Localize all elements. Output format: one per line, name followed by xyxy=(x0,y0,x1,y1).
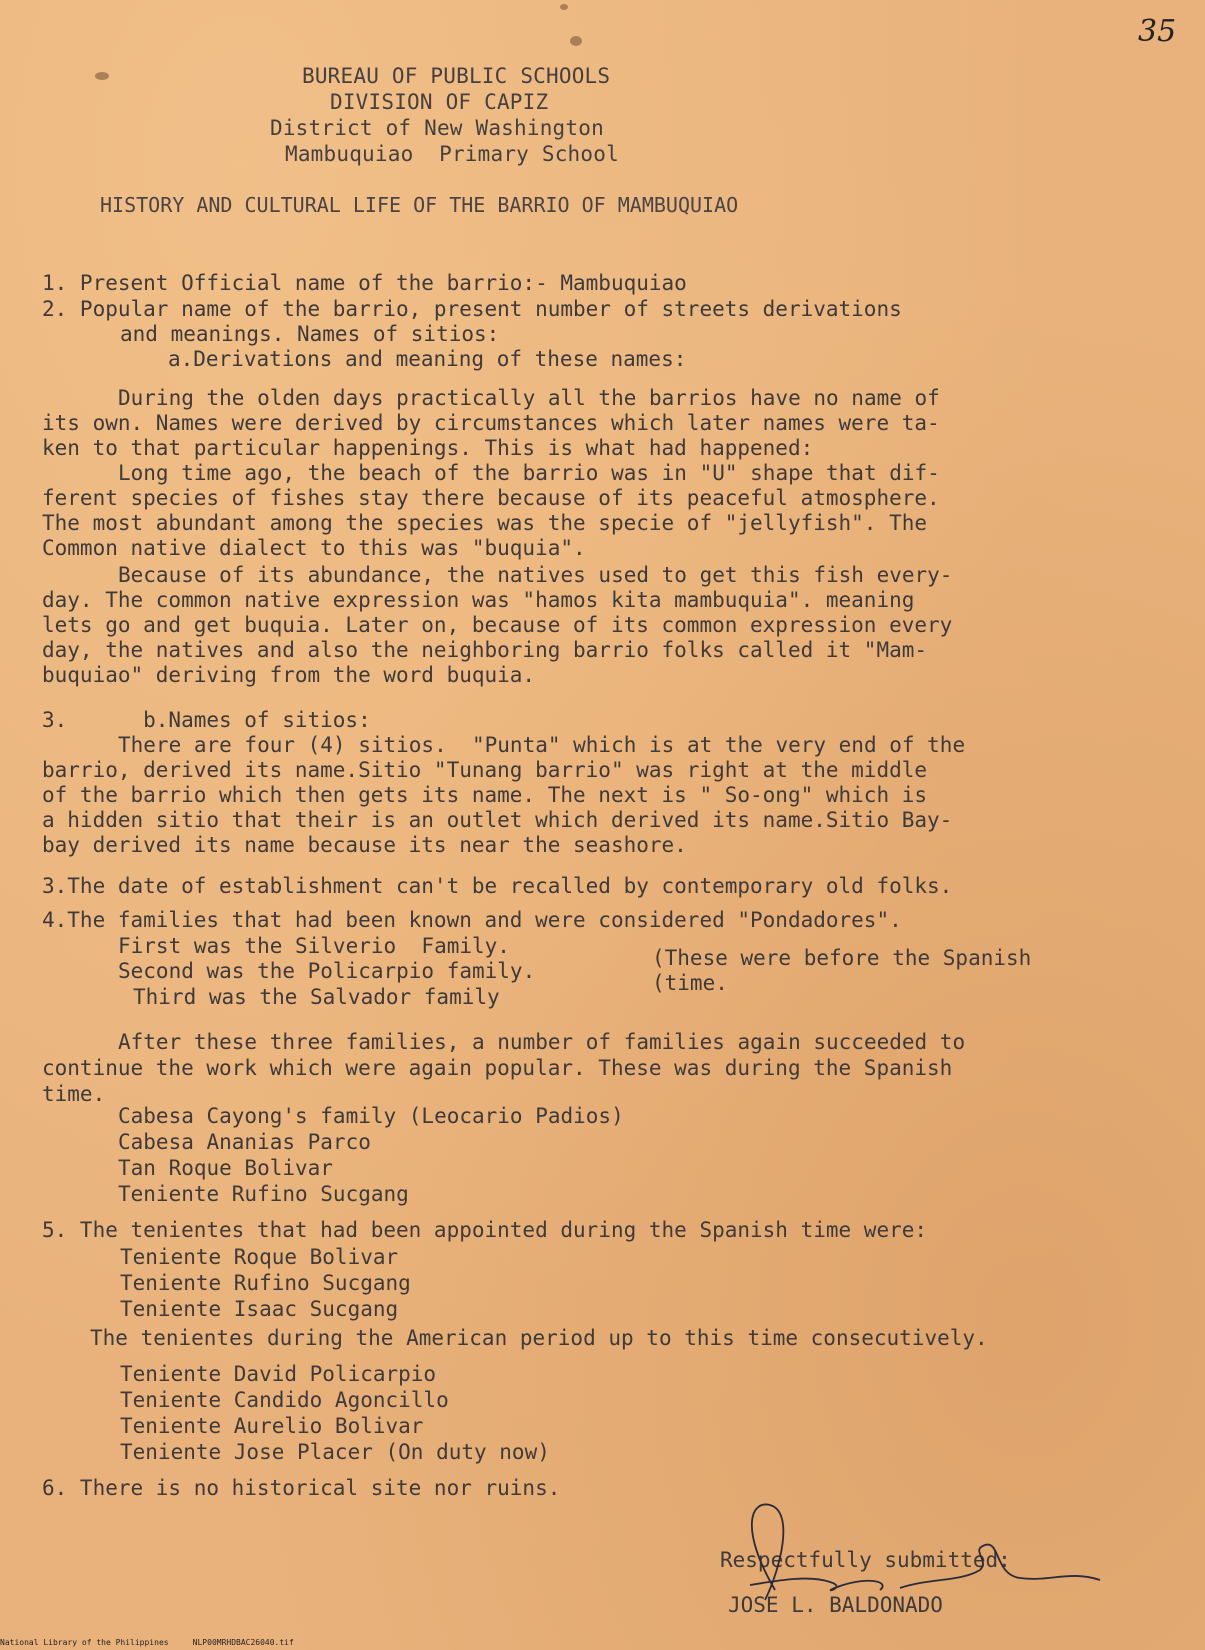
body-line: a hidden sitio that their is an outlet which derived its name.Sitio Bay- xyxy=(42,808,953,832)
body-line: Teniente Aurelio Bolivar xyxy=(120,1414,424,1438)
body-line: Cabesa Cayong's family (Leocario Padios) xyxy=(118,1104,624,1128)
body-line: 1. Present Official name of the barrio:- Mambuquiao xyxy=(42,271,687,295)
body-line: ferent species of fishes stay there because of its peaceful atmosphere. xyxy=(42,486,940,510)
body-line: Long time ago, the beach of the barrio was in "U" shape that dif- xyxy=(118,461,940,485)
body-line: Tan Roque Bolivar xyxy=(118,1156,333,1180)
document-title: HISTORY AND CULTURAL LIFE OF THE BARRIO OF MAMBUQUIAO xyxy=(100,193,739,217)
body-line: day. The common native expression was "hamos kita mambuquia". meaning xyxy=(42,588,915,612)
body-line: Teniente Rufino Sucgang xyxy=(120,1271,411,1295)
body-line: barrio, derived its name.Sitio "Tunang barrio" was right at the middle xyxy=(42,758,928,782)
body-line: 2. Popular name of the barrio, present number of streets derivations xyxy=(42,297,902,321)
header-school: Mambuquiao Primary School xyxy=(285,142,619,166)
body-line: buquiao" deriving from the word buquia. xyxy=(42,663,536,687)
footer-file-id: NLP00MRHDBAC26040.tif xyxy=(192,1638,294,1647)
body-line: Teniente Jose Placer (On duty now) xyxy=(120,1440,550,1464)
closing-label: Respectfully submitted: xyxy=(720,1548,1011,1572)
body-line: (These were before the Spanish xyxy=(652,946,1032,970)
footer xyxy=(0,1638,294,1647)
signatory-name: JOSE L. BALDONADO xyxy=(728,1593,943,1617)
body-line: After these three families, a number of families again succeeded to xyxy=(118,1030,966,1054)
body-line: Teniente Roque Bolivar xyxy=(120,1245,399,1269)
body-line: 3.The date of establishment can't be recalled by contemporary old folks. xyxy=(42,874,953,898)
body-line: of the barrio which then gets its name. The next is " So-ong" which is xyxy=(42,783,928,807)
ink-stain xyxy=(570,36,582,46)
body-line: There are four (4) sitios. "Punta" which is at the very end of the xyxy=(118,733,966,757)
signature-drawing xyxy=(720,1490,1140,1610)
body-line: ken to that particular happenings. This is what had happened: xyxy=(42,436,814,460)
body-line: its own. Names were derived by circumstances which later names were ta- xyxy=(42,411,940,435)
body-line: a.Derivations and meaning of these names: xyxy=(168,347,687,371)
body-line: day, the natives and also the neighboring barrio folks called it "Mam- xyxy=(42,638,928,662)
body-line: time. xyxy=(42,1082,106,1106)
body-line: Teniente David Policarpio xyxy=(120,1362,437,1386)
page-number: 35 xyxy=(1138,14,1177,49)
body-line: 5. The tenientes that had been appointed during the Spanish time were: xyxy=(42,1218,928,1242)
ink-stain xyxy=(95,72,109,80)
body-line: continue the work which were again popular. These was during the Spanish xyxy=(42,1056,953,1080)
body-line: Teniente Rufino Sucgang xyxy=(118,1182,409,1206)
body-line: and meanings. Names of sitios: xyxy=(120,322,500,346)
header-division: DIVISION OF CAPIZ xyxy=(330,90,549,114)
body-line: 6. There is no historical site nor ruins. xyxy=(42,1476,561,1500)
body-line: The tenientes during the American period up to this time consecutively. xyxy=(90,1326,988,1350)
body-line: Because of its abundance, the natives used to get this fish every- xyxy=(118,563,953,587)
body-line: Third was the Salvador family xyxy=(133,985,500,1009)
body-line: Teniente Candido Agoncillo xyxy=(120,1388,449,1412)
body-line: Second was the Policarpio family. xyxy=(118,959,536,983)
body-line: 4.The families that had been known and were considered "Pondadores". xyxy=(42,908,902,932)
header-bureau: BUREAU OF PUBLIC SCHOOLS xyxy=(302,64,611,88)
body-line: The most abundant among the species was the specie of "jellyfish". The xyxy=(42,511,928,535)
body-line: Teniente Isaac Sucgang xyxy=(120,1297,399,1321)
body-line: Common native dialect to this was "buquia". xyxy=(42,536,586,560)
body-line: bay derived its name because its near the seashore. xyxy=(42,833,687,857)
body-line: Cabesa Ananias Parco xyxy=(118,1130,371,1154)
header-district: District of New Washington xyxy=(270,116,604,140)
body-line: lets go and get buquia. Later on, because of its common expression every xyxy=(42,613,953,637)
body-line: First was the Silverio Family. xyxy=(118,934,510,958)
ink-stain xyxy=(560,4,568,10)
footer-library: National Library of the Philippines xyxy=(0,1638,169,1647)
body-line: (time. xyxy=(652,971,728,995)
body-line: 3. b.Names of sitios: xyxy=(42,708,371,732)
body-line: During the olden days practically all the barrios have no name of xyxy=(118,386,940,410)
